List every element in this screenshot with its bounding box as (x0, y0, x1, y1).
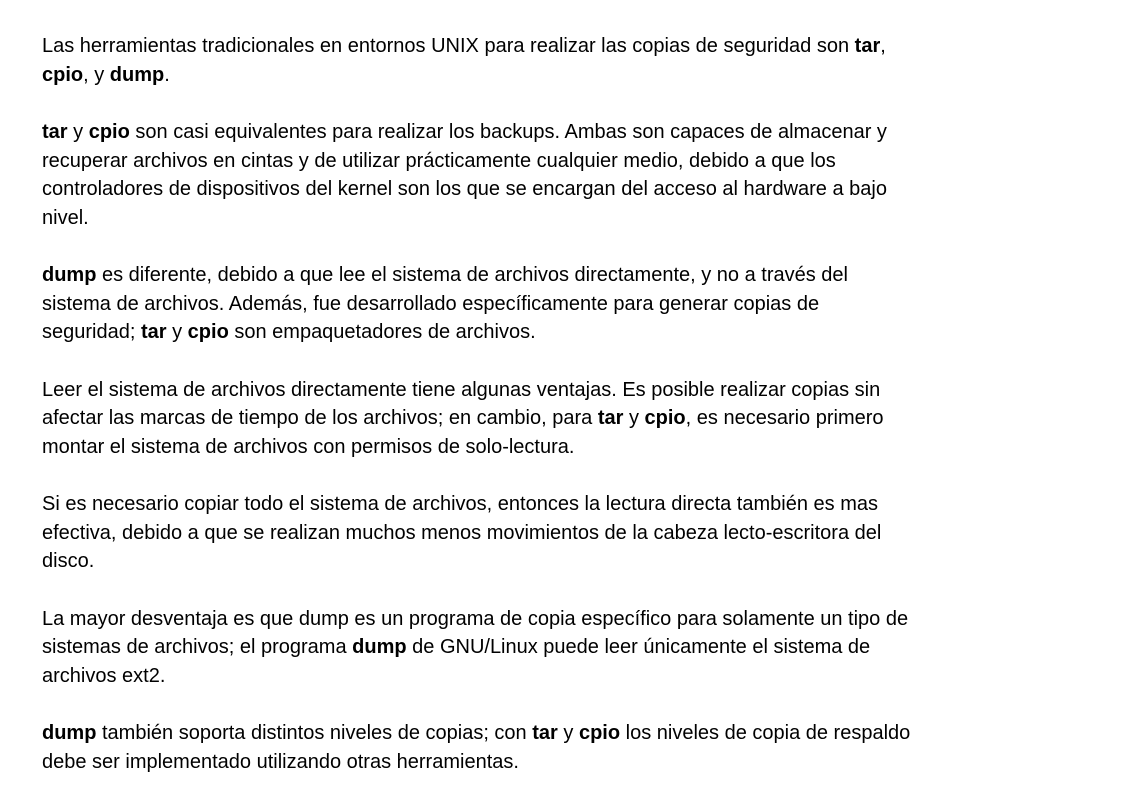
paragraph (42, 32, 1052, 89)
text-run: efectiva, debido a que se realizan muchos menos movimientos de la cabeza lecto-escritora del (42, 521, 882, 544)
bold-term: tar (532, 722, 558, 744)
text-run: son empaquetadores de archivos. (228, 321, 536, 343)
text-run: afectar las marcas de tiempo de los archivos; en cambio, para (42, 407, 598, 429)
text-run: disco. (42, 550, 95, 572)
text-run: y (67, 121, 89, 143)
paragraph (42, 605, 1052, 691)
bold-term: tar (854, 35, 881, 57)
paragraph (42, 376, 1052, 462)
bold-term: cpio (88, 121, 130, 143)
text-run: Si es necesario copiar todo el sistema de archivos, entonces la lectura directa también es mas (42, 493, 878, 515)
bold-term: cpio (644, 407, 686, 429)
text-run: Las herramientas tradicionales en entornos UNIX para realizar las copias de seguridad son (42, 35, 855, 57)
text-run: , es necesario primero (685, 407, 884, 429)
bold-term: dump (352, 636, 407, 658)
bold-term: dump (109, 63, 165, 86)
bold-term: tar (140, 321, 167, 343)
text-run: . (164, 63, 170, 86)
text-run: La mayor desventaja es que dump es un programa de copia específico para solamente un tipo de (42, 607, 909, 630)
text-run: recuperar archivos en cintas y de utilizar prácticamente cualquier medio, debido a que los (42, 149, 836, 172)
text-run: son casi equivalentes para realizar los backups. Ambas son capaces de almacenar y (129, 121, 887, 143)
text-run: sistemas de archivos; el programa (42, 636, 353, 658)
text-run: controladores de dispositivos del kernel son los que se encargan del acceso al hardware a bajo (42, 178, 887, 200)
text-run: y (166, 321, 188, 343)
text-run: archivos ext2. (42, 664, 166, 687)
text-run: sistema de archivos. Además, fue desarrollado específicamente para generar copias de (42, 292, 820, 315)
bold-term: cpio (42, 63, 84, 86)
bold-term: dump (42, 264, 97, 286)
bold-term: cpio (578, 722, 621, 744)
paragraph (42, 490, 1052, 576)
text-run: de GNU/Linux puede leer únicamente el sistema de (406, 636, 871, 658)
text-run: es diferente, debido a que lee el sistema de archivos directamente, y no a través del (96, 264, 848, 286)
text-run: Leer el sistema de archivos directamente tiene algunas ventajas. Es posible realizar copias sin (42, 378, 881, 401)
paragraph (42, 118, 1052, 232)
bold-term: tar (42, 121, 68, 143)
text-run: también soporta distintos niveles de copias; con (96, 722, 533, 744)
text-run: y (557, 722, 579, 744)
text-run: nivel. (42, 206, 89, 229)
text-run: montar el sistema de archivos con permisos de solo-lectura. (42, 435, 575, 458)
text-run: los niveles de copia de respaldo (620, 722, 911, 744)
bold-term: cpio (187, 321, 229, 343)
bold-term: dump (42, 722, 97, 744)
text-run: seguridad; (42, 321, 141, 343)
document-page (42, 32, 1052, 776)
text-run: debe ser implementado utilizando otras herramientas. (42, 750, 519, 773)
text-run: , y (83, 63, 110, 86)
paragraph (42, 261, 1052, 347)
text-run: , (880, 35, 886, 57)
bold-term: tar (597, 407, 624, 429)
text-run: y (623, 407, 645, 429)
paragraph (42, 719, 1052, 776)
